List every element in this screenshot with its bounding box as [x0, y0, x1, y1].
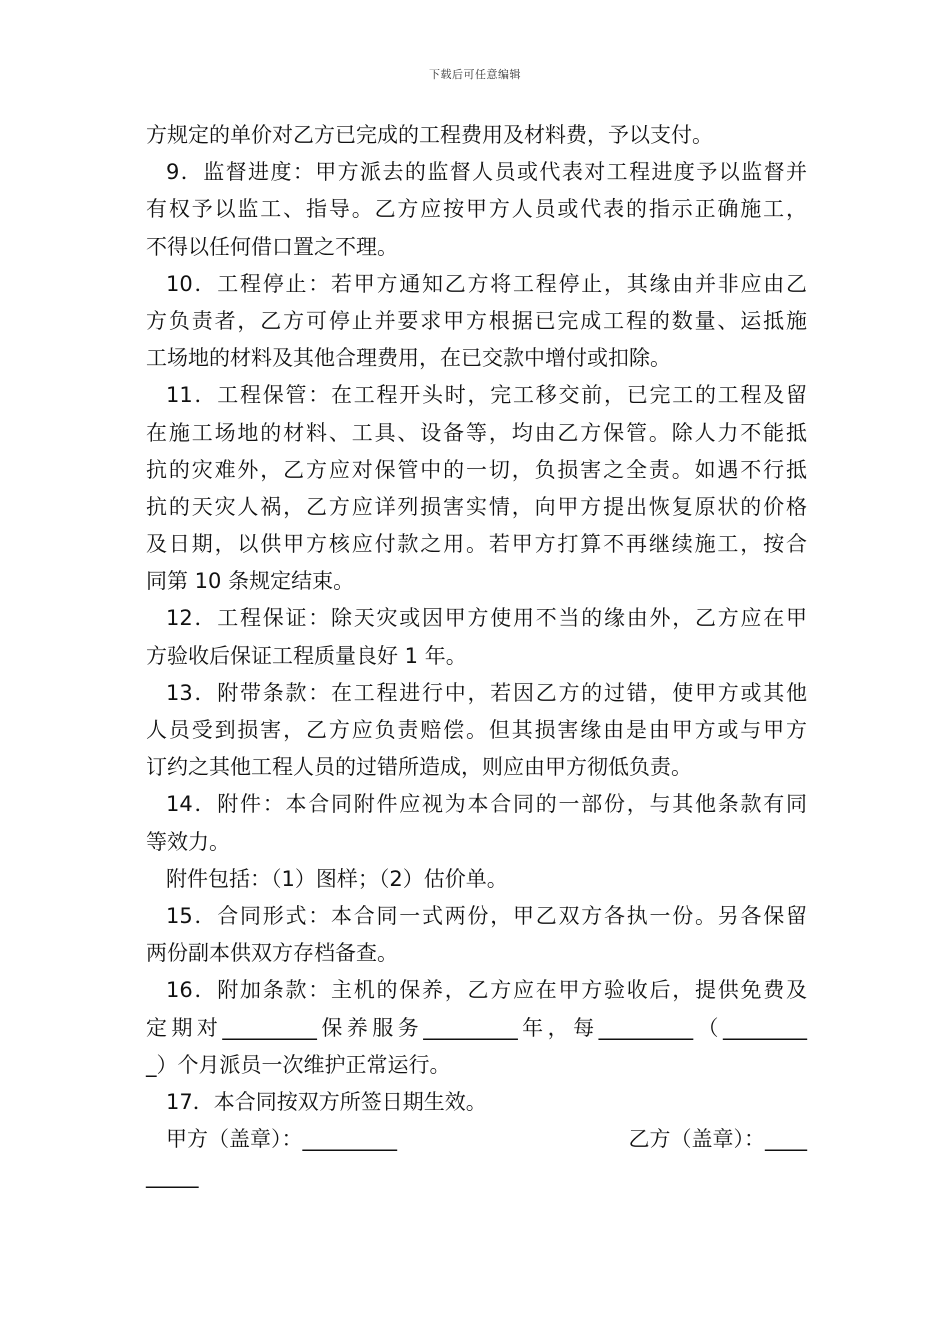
text-line: 方验收后保证工程质量良好 1 年。 — [146, 643, 467, 668]
text-line: 12．工程保证：除天灾或因甲方使用不当的缘由外，乙方应在甲 — [166, 606, 807, 631]
text-line: 9．监督进度：甲方派去的监督人员或代表对工程进度予以监督并 — [166, 160, 807, 185]
text-line: 10．工程停止：若甲方通知乙方将工程停止，其缘由并非应由乙 — [166, 271, 807, 296]
signature-continuation: _____ — [146, 1164, 199, 1189]
text-line: 有权予以监工、指导。乙方应按甲方人员或代表的指示正确施工， — [146, 197, 807, 222]
text-line: 在施工场地的材料、工具、设备等，均由乙方保管。除人力不能抵 — [146, 420, 807, 445]
text-line: 等效力。 — [146, 829, 230, 854]
text-line: 同第 10 条规定结束。 — [146, 569, 355, 594]
text-line: 15．合同形式：本合同一式两份，甲乙双方各执一份。另各保留 — [166, 903, 807, 928]
contract-body — [146, 117, 807, 1195]
text-line: _）个月派员一次维护正常运行。 — [146, 1052, 451, 1077]
text-line: 方负责者，乙方可停止并要求甲方根据已完成工程的数量、运抵施 — [146, 308, 807, 333]
party-a-signature: 甲方（盖章）：_________ — [166, 1127, 397, 1152]
text-line: 定期对_________保养服务_________年，每_________（________ — [146, 1015, 807, 1040]
text-line: 方规定的单价对乙方已完成的工程费用及材料费，予以支付。 — [146, 123, 713, 147]
page-header: 下载后可任意编辑 — [429, 68, 521, 81]
text-line: 订约之其他工程人员的过错所造成，则应由甲方彻低负责。 — [146, 755, 692, 780]
text-line: 两份副本供双方存档备查。 — [146, 941, 398, 966]
text-line: 13．附带条款：在工程进行中，若因乙方的过错，使甲方或其他 — [166, 680, 807, 705]
text-line: 及日期，以供甲方核应付款之用。若甲方打算不再继续施工，按合 — [146, 532, 807, 557]
signature-row — [146, 1121, 807, 1158]
text-line: 14．附件：本合同附件应视为本合同的一部份，与其他条款有同 — [166, 792, 807, 817]
text-line: 工场地的材料及其他合理费用，在已交款中增付或扣除。 — [146, 346, 671, 371]
text-line: 抗的天灾人祸，乙方应详列损害实情，向甲方提出恢复原状的价格 — [146, 494, 807, 519]
text-line: 11．工程保管：在工程开头时，完工移交前，已完工的工程及留 — [166, 383, 807, 408]
text-line: 16．附加条款：主机的保养，乙方应在甲方验收后，提供免费及 — [166, 978, 807, 1003]
party-b-signature: 乙方（盖章）：____ — [628, 1127, 807, 1152]
text-line: 抗的灾难外，乙方应对保管中的一切，负损害之全责。如遇不行抵 — [146, 457, 807, 482]
text-line: 人员受到损害，乙方应负责赔偿。但其损害缘由是由甲方或与甲方 — [146, 718, 807, 742]
text-line: 不得以任何借口置之不理。 — [146, 234, 398, 259]
text-line: 附件包括：（1）图样；（2）估价单。 — [166, 866, 508, 891]
text-line: 17．本合同按双方所签日期生效。 — [166, 1089, 487, 1114]
